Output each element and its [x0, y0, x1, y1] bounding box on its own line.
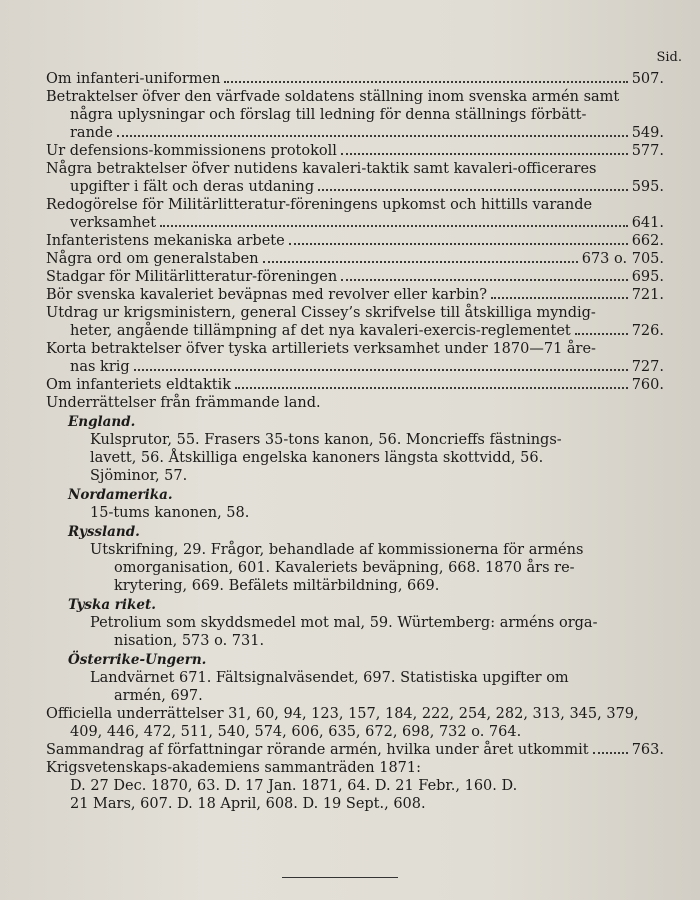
dot-leader: [263, 261, 578, 263]
entry-title: verksamhet: [70, 215, 157, 231]
entry-title: Bör svenska kavaleriet beväpnas med revolver eller karbin?: [46, 287, 488, 303]
region-line: 15-tums kanonen, 58.: [90, 505, 250, 521]
entry-title: Några ord om generalstaben: [46, 251, 259, 267]
toc-entry: [46, 250, 664, 268]
toc-entry: [46, 376, 664, 394]
toc-line: [46, 178, 664, 196]
page-number: 549.: [631, 125, 664, 141]
page-number: 641.: [631, 215, 664, 231]
dot-leader: [224, 81, 627, 83]
entry-first-line: Redogörelse för Militärlitteratur-föreningens upkomst och hittills varande: [46, 197, 593, 213]
page-number: 721.: [631, 287, 664, 303]
page-number: 760.: [631, 377, 664, 393]
entry-title: Sammandrag af författningar rörande armén, hvilka under året utkommit: [46, 742, 589, 758]
entry-title: Om infanteriets eldtaktik: [46, 377, 232, 393]
page-number: 727.: [631, 359, 664, 375]
official-notices: [46, 705, 664, 741]
region-line: Kulsprutor, 55. Frasers 35-tons kanon, 56. Moncrieffs fästnings-: [90, 432, 562, 448]
toc-line: [46, 268, 664, 286]
entry-title: nas krig: [70, 359, 130, 375]
toc-entry: [46, 70, 664, 88]
toc-entry: [46, 160, 664, 196]
region-line: lavett, 56. Åtskilliga engelska kanoners längsta skottvidd, 56.: [90, 450, 544, 466]
toc-line: [46, 250, 664, 268]
dot-leader: [593, 752, 628, 754]
toc-entry: [46, 286, 664, 304]
toc-line: [46, 70, 664, 88]
region-name: Ryssland.: [68, 524, 140, 540]
region-items: [46, 541, 664, 595]
toc-line: [46, 142, 664, 160]
toc-line: [46, 376, 664, 394]
official-line: Officiella underrättelser 31, 60, 94, 123, 157, 184, 222, 254, 282, 313, 345, 379,: [46, 706, 639, 722]
region-name: England.: [68, 414, 136, 430]
region-line: Petrolium som skyddsmedel mot mal, 59. Würtemberg: arméns orga-: [90, 615, 598, 631]
region-line: armén, 697.: [114, 688, 203, 704]
dot-leader: [117, 135, 628, 137]
academy-line: 21 Mars, 607. D. 18 April, 608. D. 19 Sept., 608.: [70, 796, 426, 812]
region-line: Sjöminor, 57.: [90, 468, 188, 484]
page-number: 695.: [631, 269, 664, 285]
toc-line: [46, 214, 664, 232]
official-line: 409, 446, 472, 511, 540, 574, 606, 635, 672, 698, 732 o. 764.: [70, 724, 522, 740]
end-rule: [282, 877, 398, 878]
toc-line: [46, 286, 664, 304]
toc-entry: [46, 268, 664, 286]
region-items: [46, 614, 664, 650]
region-name: Nordamerika.: [68, 487, 173, 503]
toc-line: [46, 322, 664, 340]
page-number: 726.: [631, 323, 664, 339]
dot-leader: [160, 225, 628, 227]
dot-leader: [341, 279, 628, 281]
dot-leader: [134, 369, 628, 371]
page-number: 577.: [631, 143, 664, 159]
page-number: 595.: [631, 179, 664, 195]
entry-title: heter, angående tillämpning af det nya kavaleri-exercis-reglementet: [70, 323, 571, 339]
page-number: 763.: [631, 742, 664, 758]
toc-entry: [46, 196, 664, 232]
entry-first-line: Betraktelser öfver den värfvade soldatens ställning inom svenska armén samt: [46, 89, 620, 105]
table-of-contents: [46, 70, 664, 813]
region-items: [46, 669, 664, 705]
academy-line: Krigsvetenskaps-akademiens sammanträden 1871:: [46, 760, 422, 776]
toc-entry: [46, 232, 664, 250]
academy-line: D. 27 Dec. 1870, 63. D. 17 Jan. 1871, 64. D. 21 Febr., 160. D.: [70, 778, 518, 794]
region-line: omorganisation, 601. Kavaleriets beväpning, 668. 1870 års re-: [114, 560, 575, 576]
toc-entry: [46, 340, 664, 376]
foreign-heading: Underrättelser från främmande land.: [46, 395, 321, 411]
dot-leader: [235, 387, 628, 389]
page-number: 662.: [631, 233, 664, 249]
academy-meetings: [46, 759, 664, 813]
region-items: [46, 504, 664, 522]
page-column-label: Sid.: [656, 50, 682, 65]
region-line: nisation, 573 o. 731.: [114, 633, 265, 649]
entry-title: Om infanteri-uniformen: [46, 71, 221, 87]
entry-title: Ur defensions-kommissionens protokoll: [46, 143, 337, 159]
dot-leader: [341, 153, 628, 155]
entry-title: rande: [70, 125, 113, 141]
dot-leader: [289, 243, 628, 245]
region-line: Landvärnet 671. Fältsignalväsendet, 697. Statistiska upgifter om: [90, 670, 569, 686]
toc-entry: [46, 88, 664, 142]
dot-leader: [491, 297, 628, 299]
toc-entry: [46, 304, 664, 340]
region-line: krytering, 669. Befälets miltärbildning, 669.: [114, 578, 440, 594]
page-number: 507.: [631, 71, 664, 87]
entry-continuation: några uplysningar och förslag till ledning för denna ställnings förbätt-: [70, 107, 587, 123]
region-line: Utskrifning, 29. Frågor, behandlade af kommissionerna för arméns: [90, 542, 584, 558]
dot-leader: [318, 189, 628, 191]
toc-line: [46, 124, 664, 142]
region-name: Österrike-Ungern.: [68, 652, 207, 668]
entry-title: Stadgar för Militärlitteratur-föreningen: [46, 269, 338, 285]
entry-first-line: Korta betraktelser öfver tyska artilleriets verksamhet under 1870—71 åre-: [46, 341, 596, 357]
page-number: 673 o. 705.: [581, 251, 664, 267]
dot-leader: [575, 333, 628, 335]
entry-title: Infanteristens mekaniska arbete: [46, 233, 285, 249]
toc-line: [46, 741, 664, 759]
toc-line: [46, 358, 664, 376]
toc-line: [46, 232, 664, 250]
toc-entry: [46, 142, 664, 160]
entry-title: upgifter i fält och deras utdaning: [70, 179, 315, 195]
entry-first-line: Några betraktelser öfver nutidens kavaleri-taktik samt kavaleri-officerares: [46, 161, 597, 177]
entry-first-line: Utdrag ur krigsministern, general Cissey’s skrifvelse till åtskilliga myndig-: [46, 305, 596, 321]
region-items: [46, 431, 664, 485]
region-name: Tyska riket.: [68, 597, 156, 613]
